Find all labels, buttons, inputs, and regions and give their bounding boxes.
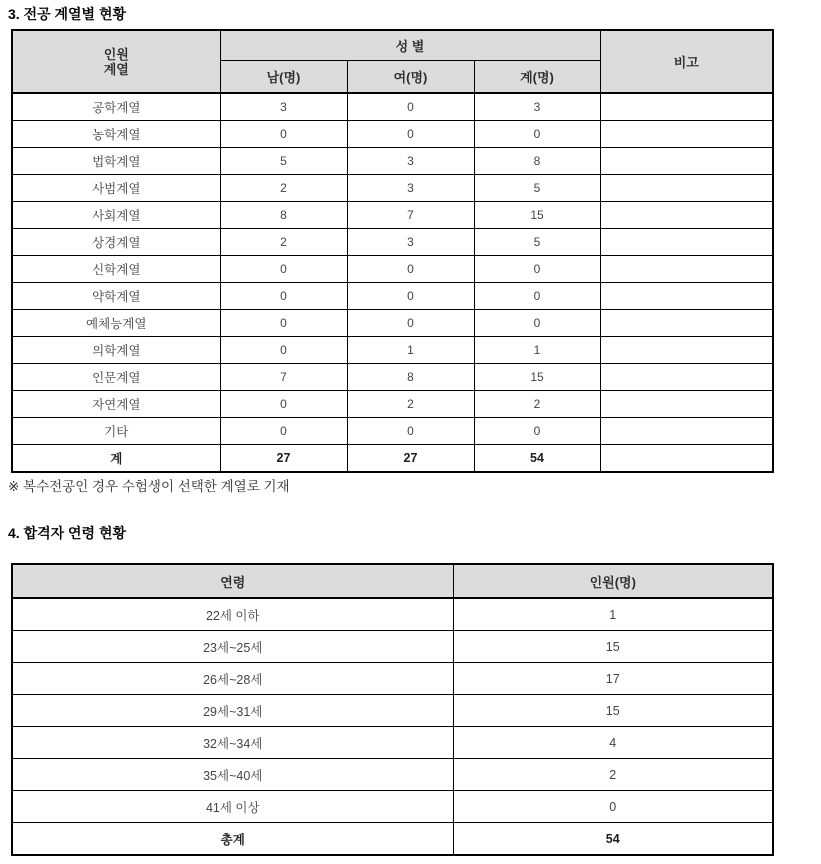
category-cell: 기타 bbox=[12, 418, 220, 445]
count-cell: 1 bbox=[453, 598, 773, 631]
table-row bbox=[12, 175, 773, 202]
female-cell: 1 bbox=[347, 337, 474, 364]
male-total-cell: 27 bbox=[220, 445, 347, 473]
grand-total-cell: 54 bbox=[474, 445, 600, 473]
count-cell: 15 bbox=[453, 695, 773, 727]
table-row bbox=[12, 791, 773, 823]
table-row bbox=[12, 148, 773, 175]
table-row bbox=[12, 310, 773, 337]
remark-cell bbox=[600, 391, 773, 418]
corner-header-cell bbox=[12, 30, 220, 93]
age-column-header: 연령 bbox=[12, 564, 453, 598]
table-row bbox=[12, 663, 773, 695]
count-cell: 4 bbox=[453, 727, 773, 759]
table-row bbox=[12, 229, 773, 256]
female-cell: 2 bbox=[347, 391, 474, 418]
female-total-cell: 27 bbox=[347, 445, 474, 473]
category-cell: 사범계열 bbox=[12, 175, 220, 202]
male-cell: 5 bbox=[220, 148, 347, 175]
table-total-row bbox=[12, 445, 773, 473]
total-cell: 5 bbox=[474, 175, 600, 202]
remark-cell bbox=[600, 283, 773, 310]
category-cell: 인문계열 bbox=[12, 364, 220, 391]
total-cell: 2 bbox=[474, 391, 600, 418]
category-cell: 자연계열 bbox=[12, 391, 220, 418]
age-range-cell: 35세~40세 bbox=[12, 759, 453, 791]
total-label-cell: 계 bbox=[12, 445, 220, 473]
category-cell: 신학계열 bbox=[12, 256, 220, 283]
remark-cell bbox=[600, 337, 773, 364]
age-range-cell: 29세~31세 bbox=[12, 695, 453, 727]
category-cell: 사회계열 bbox=[12, 202, 220, 229]
female-cell: 0 bbox=[347, 283, 474, 310]
female-cell: 0 bbox=[347, 121, 474, 148]
age-range-cell: 32세~34세 bbox=[12, 727, 453, 759]
table-row bbox=[12, 598, 773, 631]
total-cell: 15 bbox=[474, 364, 600, 391]
table-row bbox=[12, 202, 773, 229]
female-cell: 0 bbox=[347, 93, 474, 121]
table-row bbox=[12, 391, 773, 418]
female-cell: 0 bbox=[347, 310, 474, 337]
category-cell: 상경계열 bbox=[12, 229, 220, 256]
category-cell: 의학계열 bbox=[12, 337, 220, 364]
male-cell: 0 bbox=[220, 283, 347, 310]
female-cell: 3 bbox=[347, 175, 474, 202]
footnote: ※ 복수전공인 경우 수험생이 선택한 계열로 기재 bbox=[8, 479, 290, 494]
age-range-cell: 22세 이하 bbox=[12, 598, 453, 631]
table-total-row bbox=[12, 823, 773, 856]
remark-cell bbox=[600, 175, 773, 202]
female-cell: 0 bbox=[347, 418, 474, 445]
remark-cell bbox=[600, 418, 773, 445]
male-cell: 3 bbox=[220, 93, 347, 121]
category-cell: 예체능계열 bbox=[12, 310, 220, 337]
male-cell: 0 bbox=[220, 418, 347, 445]
table-row bbox=[12, 283, 773, 310]
male-cell: 0 bbox=[220, 121, 347, 148]
male-cell: 0 bbox=[220, 310, 347, 337]
total-cell: 5 bbox=[474, 229, 600, 256]
table-row bbox=[12, 727, 773, 759]
total-cell: 0 bbox=[474, 121, 600, 148]
male-column-header: 남(명) bbox=[220, 61, 347, 94]
count-cell: 15 bbox=[453, 631, 773, 663]
remark-cell bbox=[600, 202, 773, 229]
corner-label-top: 인원 bbox=[103, 46, 129, 62]
total-cell: 3 bbox=[474, 93, 600, 121]
gender-group-header: 성 별 bbox=[220, 30, 600, 61]
major-field-table bbox=[11, 29, 774, 473]
remark-cell bbox=[600, 148, 773, 175]
table-header-row bbox=[12, 30, 773, 61]
total-cell: 0 bbox=[474, 283, 600, 310]
table-row bbox=[12, 695, 773, 727]
table-header-row bbox=[12, 564, 773, 598]
total-cell: 0 bbox=[474, 418, 600, 445]
table-row bbox=[12, 759, 773, 791]
table-row bbox=[12, 418, 773, 445]
total-cell: 1 bbox=[474, 337, 600, 364]
remark-cell bbox=[600, 93, 773, 121]
age-distribution-table bbox=[11, 563, 774, 856]
section-4-title: 4. 합격자 연령 현황 bbox=[8, 525, 127, 541]
table-row bbox=[12, 631, 773, 663]
age-range-cell: 23세~25세 bbox=[12, 631, 453, 663]
total-column-header: 계(명) bbox=[474, 61, 600, 94]
remark-column-header: 비고 bbox=[600, 30, 773, 93]
count-column-header: 인원(명) bbox=[453, 564, 773, 598]
section-3-title: 3. 전공 계열별 현황 bbox=[8, 6, 127, 22]
table-row bbox=[12, 256, 773, 283]
female-cell: 3 bbox=[347, 148, 474, 175]
age-range-cell: 26세~28세 bbox=[12, 663, 453, 695]
total-cell: 0 bbox=[474, 310, 600, 337]
male-cell: 0 bbox=[220, 391, 347, 418]
total-cell: 15 bbox=[474, 202, 600, 229]
remark-cell bbox=[600, 445, 773, 473]
male-cell: 8 bbox=[220, 202, 347, 229]
female-cell: 7 bbox=[347, 202, 474, 229]
total-cell: 0 bbox=[474, 256, 600, 283]
female-cell: 8 bbox=[347, 364, 474, 391]
female-cell: 0 bbox=[347, 256, 474, 283]
male-cell: 2 bbox=[220, 229, 347, 256]
total-label-cell: 총계 bbox=[12, 823, 453, 856]
grand-total-cell: 54 bbox=[453, 823, 773, 856]
category-cell: 공학계열 bbox=[12, 93, 220, 121]
table-row bbox=[12, 364, 773, 391]
female-cell: 3 bbox=[347, 229, 474, 256]
remark-cell bbox=[600, 229, 773, 256]
age-range-cell: 41세 이상 bbox=[12, 791, 453, 823]
category-cell: 법학계열 bbox=[12, 148, 220, 175]
male-cell: 7 bbox=[220, 364, 347, 391]
male-cell: 0 bbox=[220, 256, 347, 283]
table-row bbox=[12, 121, 773, 148]
count-cell: 0 bbox=[453, 791, 773, 823]
category-cell: 농학계열 bbox=[12, 121, 220, 148]
table-row bbox=[12, 337, 773, 364]
count-cell: 2 bbox=[453, 759, 773, 791]
table-row bbox=[12, 93, 773, 121]
corner-label-bottom: 계열 bbox=[103, 61, 129, 77]
remark-cell bbox=[600, 364, 773, 391]
male-cell: 2 bbox=[220, 175, 347, 202]
category-cell: 약학계열 bbox=[12, 283, 220, 310]
female-column-header: 여(명) bbox=[347, 61, 474, 94]
remark-cell bbox=[600, 310, 773, 337]
total-cell: 8 bbox=[474, 148, 600, 175]
male-cell: 0 bbox=[220, 337, 347, 364]
remark-cell bbox=[600, 121, 773, 148]
remark-cell bbox=[600, 256, 773, 283]
count-cell: 17 bbox=[453, 663, 773, 695]
